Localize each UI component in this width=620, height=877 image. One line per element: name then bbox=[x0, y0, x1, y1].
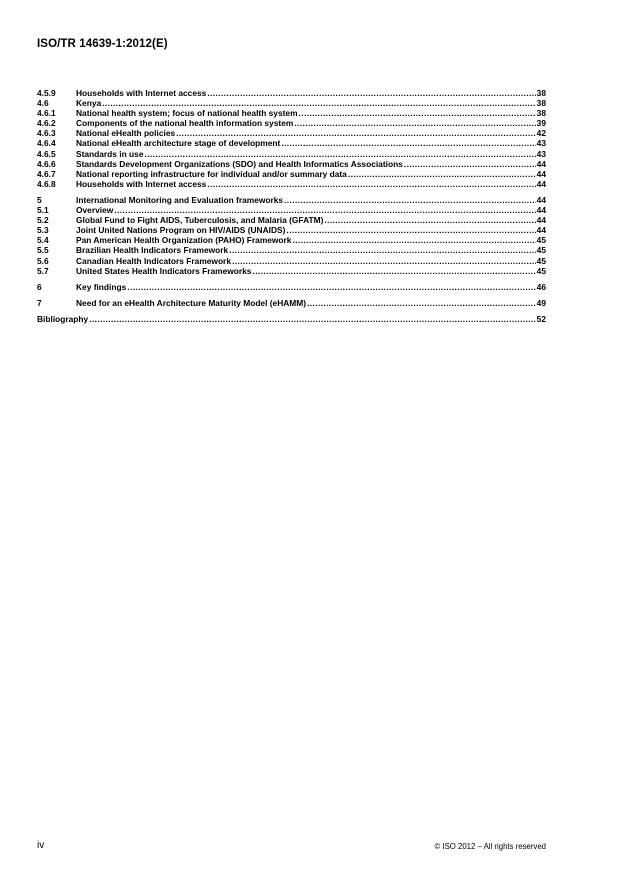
toc-page: 44 bbox=[536, 225, 546, 236]
toc-number: 4.6.8 bbox=[37, 178, 56, 189]
toc-number: 5.1 bbox=[37, 205, 49, 216]
toc-number: 5.5 bbox=[37, 245, 49, 256]
toc-entry[interactable] bbox=[37, 108, 546, 118]
toc-entry[interactable] bbox=[37, 266, 546, 276]
toc-page: 45 bbox=[536, 235, 546, 246]
toc-number: 5.2 bbox=[37, 215, 49, 226]
toc-page: 44 bbox=[536, 194, 546, 205]
toc-leader bbox=[348, 169, 536, 179]
toc-entry[interactable] bbox=[37, 138, 546, 148]
toc-leader bbox=[144, 149, 535, 159]
toc-title: National health system; focus of national health system bbox=[76, 108, 298, 119]
toc-title: Households with Internet access bbox=[76, 178, 207, 189]
toc-title: Standards Development Organizations (SDO) and Health Informatics Associations bbox=[76, 158, 403, 169]
toc-number: 5.3 bbox=[37, 225, 49, 236]
toc-entry[interactable] bbox=[37, 235, 546, 245]
toc-page: 42 bbox=[536, 128, 546, 139]
toc-page: 38 bbox=[536, 88, 546, 98]
toc-number: 4.6.2 bbox=[37, 118, 56, 129]
toc-page: 38 bbox=[536, 98, 546, 109]
toc-leader bbox=[114, 205, 535, 215]
toc-page: 43 bbox=[536, 148, 546, 159]
toc-entry[interactable] bbox=[37, 118, 546, 128]
toc-page: 44 bbox=[536, 178, 546, 189]
toc-leader bbox=[324, 215, 535, 225]
toc-page: 45 bbox=[536, 255, 546, 266]
toc-entry[interactable] bbox=[37, 98, 546, 108]
toc-page: 43 bbox=[536, 138, 546, 149]
toc-page: 44 bbox=[536, 205, 546, 216]
toc-leader bbox=[229, 245, 535, 255]
toc-number: 6 bbox=[37, 281, 42, 292]
toc-number: 4.5.9 bbox=[37, 88, 56, 98]
toc-number: 4.6.7 bbox=[37, 168, 56, 179]
toc-title: United States Health Indicators Frameworks bbox=[76, 265, 252, 276]
toc-leader bbox=[207, 88, 535, 98]
toc-number: 4.6.5 bbox=[37, 148, 56, 159]
toc-leader bbox=[207, 179, 535, 189]
toc-leader bbox=[404, 159, 536, 169]
toc-number: 5.7 bbox=[37, 265, 49, 276]
toc-title: National eHealth policies bbox=[76, 128, 176, 139]
toc-page: 44 bbox=[536, 168, 546, 179]
toc-entry[interactable] bbox=[37, 298, 546, 308]
toc-leader bbox=[102, 98, 536, 108]
toc-title: Bibliography bbox=[37, 313, 89, 324]
toc-entry[interactable] bbox=[37, 195, 546, 205]
toc-leader bbox=[284, 195, 536, 205]
toc-entry[interactable] bbox=[37, 256, 546, 266]
copyright-notice: © ISO 2012 – All rights reserved bbox=[434, 842, 546, 851]
toc-leader bbox=[307, 298, 536, 308]
page-number: iv bbox=[37, 840, 45, 851]
toc-entry[interactable] bbox=[37, 205, 546, 215]
table-of-contents bbox=[37, 88, 546, 324]
toc-page: 44 bbox=[536, 158, 546, 169]
toc-title: Canadian Health Indicators Framework bbox=[76, 255, 231, 266]
toc-entry[interactable] bbox=[37, 128, 546, 138]
toc-title: Kenya bbox=[76, 98, 102, 109]
toc-page: 44 bbox=[536, 215, 546, 226]
toc-number: 4.6.6 bbox=[37, 158, 56, 169]
toc-entry[interactable] bbox=[37, 159, 546, 169]
toc-entry[interactable] bbox=[37, 169, 546, 179]
toc-page: 38 bbox=[536, 108, 546, 119]
toc-entry[interactable] bbox=[37, 88, 546, 98]
toc-page: 49 bbox=[536, 297, 546, 308]
toc-entry[interactable] bbox=[37, 179, 546, 189]
toc-entry[interactable] bbox=[37, 314, 546, 324]
toc-entry[interactable] bbox=[37, 245, 546, 255]
toc-number: 4.6 bbox=[37, 98, 49, 109]
toc-page: 39 bbox=[536, 118, 546, 129]
toc-title: Global Fund to Fight AIDS, Tuberculosis, and Malaria (GFATM) bbox=[76, 215, 324, 226]
toc-entry[interactable] bbox=[37, 215, 546, 225]
toc-number: 4.6.1 bbox=[37, 108, 56, 119]
toc-title: International Monitoring and Evaluation frameworks bbox=[76, 194, 284, 205]
toc-page: 52 bbox=[536, 313, 546, 324]
toc-leader bbox=[299, 108, 536, 118]
toc-number: 4.6.3 bbox=[37, 128, 56, 139]
toc-leader bbox=[294, 118, 535, 128]
toc-title: National reporting infrastructure for individual and/or summary data bbox=[76, 168, 347, 179]
toc-title: Key findings bbox=[76, 281, 127, 292]
document-header: ISO/TR 14639-1:2012(E) bbox=[37, 38, 168, 50]
toc-entry[interactable] bbox=[37, 225, 546, 235]
toc-title: Brazilian Health Indicators Framework bbox=[76, 245, 229, 256]
toc-entry[interactable] bbox=[37, 149, 546, 159]
toc-title: Overview bbox=[76, 205, 114, 216]
toc-leader bbox=[89, 314, 535, 324]
toc-leader bbox=[286, 225, 535, 235]
toc-title: Need for an eHealth Architecture Maturity Model (eHAMM) bbox=[76, 297, 307, 308]
toc-page: 45 bbox=[536, 265, 546, 276]
toc-number: 7 bbox=[37, 297, 42, 308]
toc-leader bbox=[292, 235, 535, 245]
toc-leader bbox=[176, 128, 536, 138]
toc-leader bbox=[232, 256, 536, 266]
toc-entry[interactable] bbox=[37, 282, 546, 292]
toc-title: Joint United Nations Program on HIV/AIDS (UNAIDS) bbox=[76, 225, 286, 236]
toc-number: 5 bbox=[37, 194, 42, 205]
toc-number: 4.6.4 bbox=[37, 138, 56, 149]
toc-leader bbox=[281, 138, 535, 148]
toc-title: Standards in use bbox=[76, 148, 144, 159]
toc-number: 5.4 bbox=[37, 235, 49, 246]
toc-title: Components of the national health information system bbox=[76, 118, 294, 129]
toc-page: 45 bbox=[536, 245, 546, 256]
toc-leader bbox=[252, 266, 535, 276]
toc-title: Pan American Health Organization (PAHO) Framework bbox=[76, 235, 292, 246]
toc-title: National eHealth architecture stage of development bbox=[76, 138, 281, 149]
toc-leader bbox=[127, 282, 535, 292]
toc-page: 46 bbox=[536, 281, 546, 292]
toc-title: Households with Internet access bbox=[76, 88, 207, 98]
toc-number: 5.6 bbox=[37, 255, 49, 266]
